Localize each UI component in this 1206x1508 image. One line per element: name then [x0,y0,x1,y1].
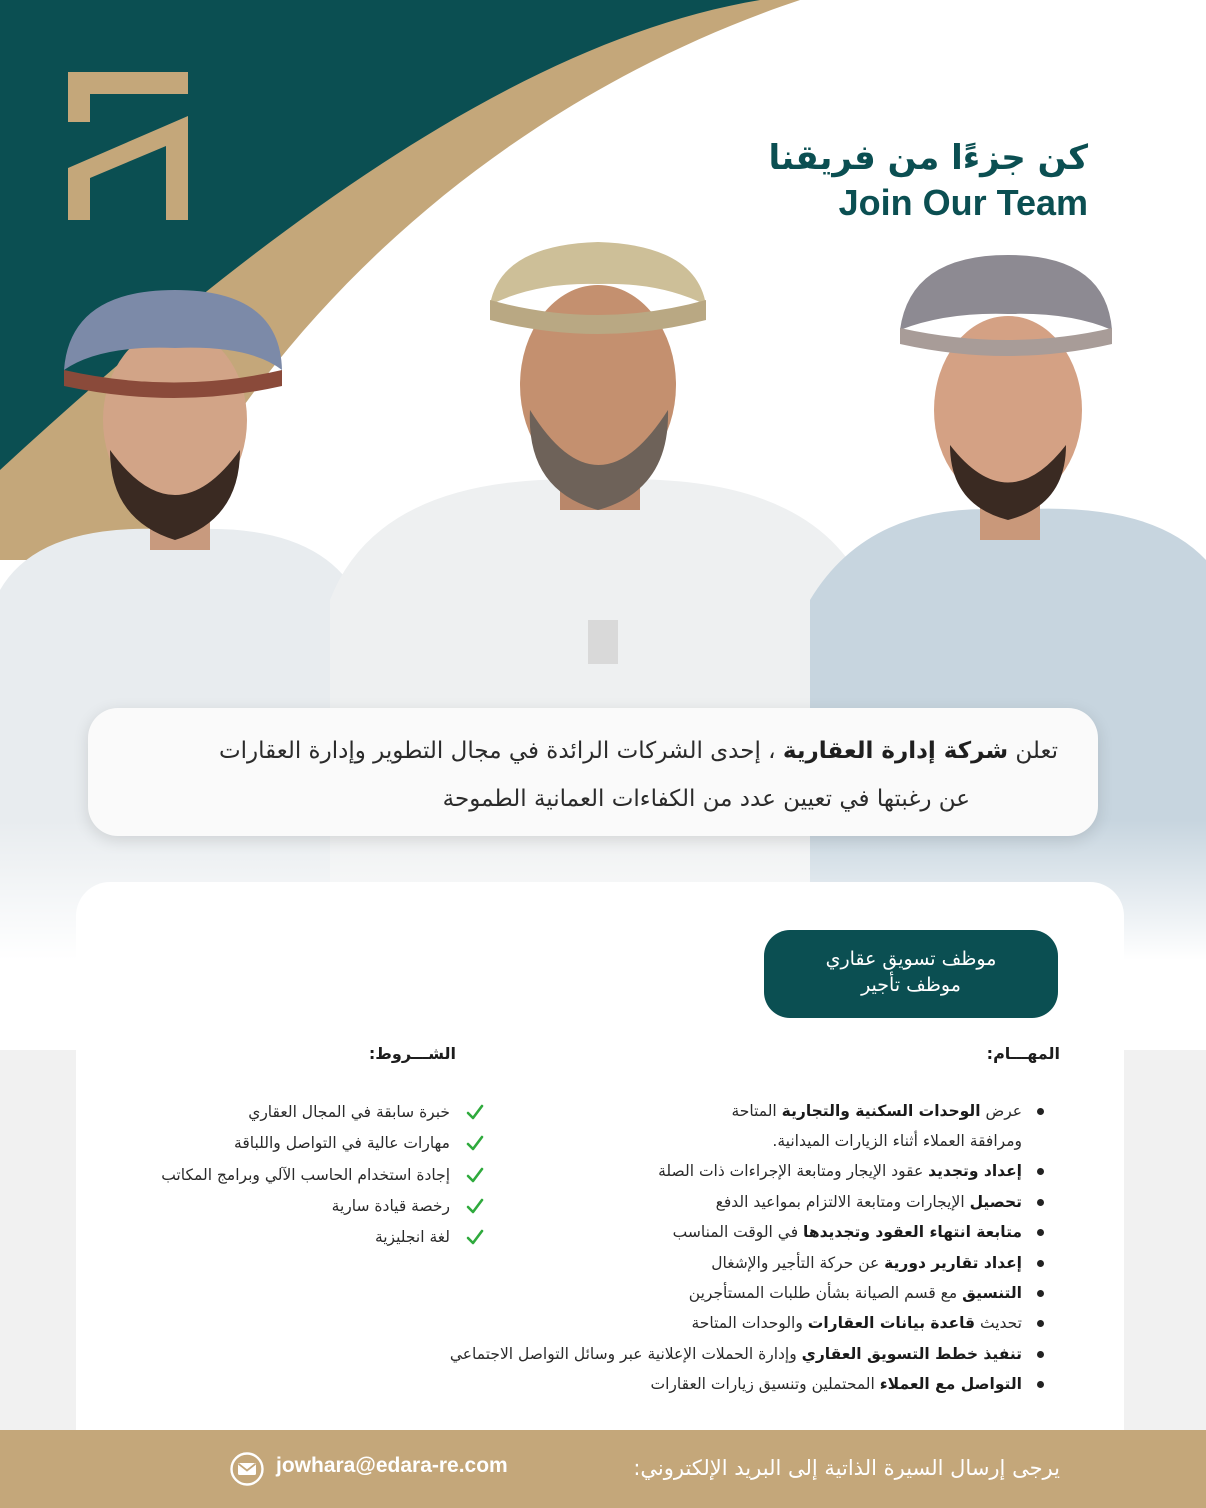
requirement-item: مهارات عالية في التواصل واللباقة [64,1132,484,1154]
intro-line-2: عن رغبتها في تعيين عدد من الكفاءات العمانية الطموحة [442,786,970,812]
task-item: التنسيق مع قسم الصيانة بشأن طلبات المستأجرين [326,1282,1046,1304]
task-item: متابعة انتهاء العقود وتجديدها في الوقت المناسب [326,1221,1046,1243]
company-name: شركة إدارة العقارية [782,738,1009,764]
tasks-heading: المهـــام: [986,1044,1060,1063]
task-item: إعداد وتجديد عقود الإيجار ومتابعة الإجراءات ذات الصلة [326,1160,1046,1182]
requirement-item: رخصة قيادة سارية [64,1195,484,1217]
check-icon [466,1197,484,1215]
check-icon [466,1228,484,1246]
task-item: تنفيذ خطط التسويق العقاري وإدارة الحملات الإعلانية عبر وسائل التواصل الاجتماعي [326,1343,1046,1365]
check-icon [466,1166,484,1184]
requirement-item: لغة انجليزية [64,1226,484,1248]
role-badge [764,930,1058,1018]
task-item: عرض الوحدات السكنية والتجارية المتاحة ومرافقة العملاء أثناء الزيارات الميدانية. [326,1100,1046,1152]
email-link[interactable]: jowhara@edara-re.com [276,1454,508,1477]
role-leasing: موظف تأجير [861,974,961,996]
intro-line-1 [219,738,1058,764]
task-item: تحديث قاعدة بيانات العقارات والوحدات المتاحة [326,1312,1046,1334]
footer-note: يرجى إرسال السيرة الذاتية إلى البريد الإلكتروني: [633,1456,1060,1480]
title-arabic: كن جزءًا من فريقنا [768,138,1088,178]
requirement-item: خبرة سابقة في المجال العقاري [64,1101,484,1123]
requirement-item: إجادة استخدام الحاسب الآلي وبرامج المكاتب [64,1164,484,1186]
task-item: تحصيل الإيجارات ومتابعة الالتزام بمواعيد الدفع [326,1191,1046,1213]
intro-banner [88,708,1098,836]
title-english: Join Our Team [838,182,1088,223]
requirements-list [64,1101,484,1257]
check-icon [466,1134,484,1152]
intro-prefix: تعلن [1008,738,1058,764]
role-marketing: موظف تسويق عقاري [825,948,997,970]
footer-bar [0,1430,1206,1508]
requirements-heading: الشـــروط: [368,1044,456,1063]
task-item: إعداد تقارير دورية عن حركة التأجير والإشغال [326,1252,1046,1274]
check-icon [466,1103,484,1121]
intro-suffix: ، إحدى الشركات الرائدة في مجال التطوير وإدارة العقارات [218,738,783,764]
task-item: التواصل مع العملاء المحتملين وتنسيق زيارات العقارات [326,1373,1046,1395]
envelope-icon [230,1452,264,1486]
team-photo [0,240,1206,960]
